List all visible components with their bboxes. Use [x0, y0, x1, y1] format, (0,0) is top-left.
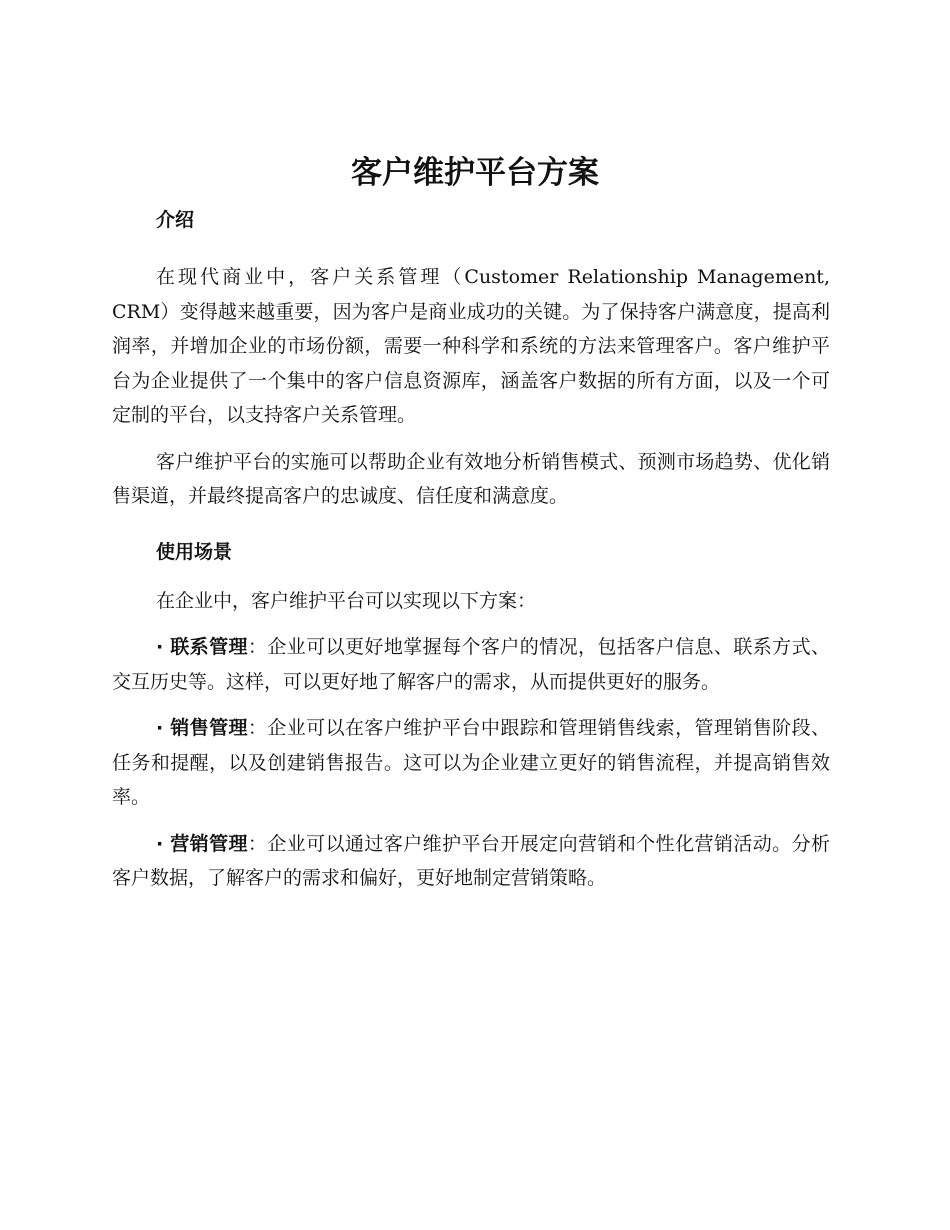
list-item	[112, 711, 830, 815]
bullet-label-sales: · 销售管理	[156, 717, 248, 739]
bullet-text-sales: ：企业可以在客户维护平台中跟踪和管理销售线索，管理销售阶段、任务和提醒，以及创建销售报告。这可以为企业建立更好的销售流程，并提高销售效率。	[112, 717, 830, 808]
bullet-text-marketing: ：企业可以通过客户维护平台开展定向营销和个性化营销活动。分析客户数据，了解客户的需求和偏好，更好地制定营销策略。	[112, 832, 830, 889]
intro-paragraph-2: 客户维护平台的实施可以帮助企业有效地分析销售模式、预测市场趋势、优化销售渠道，并最终提高客户的忠诚度、信任度和满意度。	[112, 450, 830, 507]
document-body	[112, 200, 830, 896]
page-title: 客户维护平台方案	[351, 155, 599, 191]
list-item	[112, 827, 830, 896]
section-heading-scenarios: 使用场景	[156, 540, 233, 563]
bullet-text-contact: ：企业可以更好地掌握每个客户的情况，包括客户信息、联系方式、交互历史等。这样，可以更好地了解客户的需求，从而提供更好的服务。	[112, 636, 830, 693]
bullet-label-contact: · 联系管理	[156, 636, 248, 658]
bullet-label-marketing: · 营销管理	[156, 832, 248, 855]
list-item	[112, 630, 830, 699]
scenarios-lead-paragraph: 在企业中，客户维护平台可以实现以下方案：	[156, 589, 537, 612]
section-heading-intro: 介绍	[156, 209, 195, 231]
intro-paragraph-1: 在现代商业中，客户关系管理（Customer Relationship Management, CRM）变得越来越重要，因为客户是商业成功的关键。为了保持客户满意度，提高利润率，并增加企业的市场份额，需要一种科学和系统的方法来管理客户。客户维护平台为企业提供了一个集中的客户信息资源库，涵盖客户数据的所有方面，以及一个可定制的平台，以支持客户关系管理。	[112, 266, 830, 426]
